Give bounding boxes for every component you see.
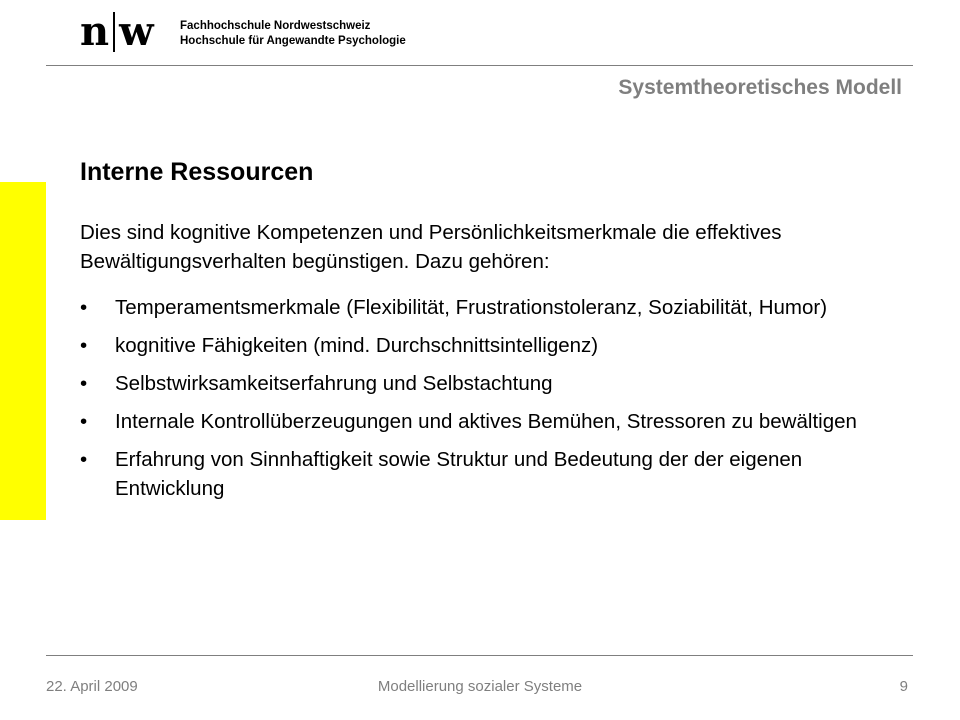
logo-letter-n: n (80, 8, 110, 55)
footer-date: 22. April 2009 (46, 678, 138, 695)
bullet-icon: • (80, 334, 88, 357)
bullet-text: Temperamentsmerkmale (Flexibilität, Frustrationstoleranz, Soziabilität, Humor) (115, 296, 828, 319)
bullet-text: kognitive Fähigkeiten (mind. Durchschnittsintelligenz) (115, 334, 599, 357)
bullet-icon: • (80, 296, 88, 319)
institution-line-1: Fachhochschule Nordwestschweiz (180, 20, 371, 32)
bullet-item (80, 331, 880, 360)
bullet-icon: • (80, 410, 88, 433)
bullet-item (80, 293, 880, 322)
institution-name (180, 19, 406, 49)
bullet-icon: • (80, 372, 88, 395)
institution-line-2: Hochschule für Angewandte Psychologie (180, 35, 406, 47)
logo-divider (113, 12, 115, 52)
bullet-item (80, 407, 880, 436)
logo-letter-w: w (119, 8, 154, 55)
page-number: 9 (899, 678, 908, 695)
header-divider (46, 65, 913, 66)
footer-divider (46, 655, 913, 656)
bullet-item (80, 369, 880, 398)
fhnw-logo (80, 8, 154, 56)
bullet-text: Selbstwirksamkeitserfahrung und Selbstachtung (115, 372, 553, 395)
intro-paragraph: Dies sind kognitive Kompetenzen und Persönlichkeitsmerkmale die effektives Bewältigungsverhalten begünstigen. Dazu gehören: (80, 221, 782, 273)
bullet-text: Erfahrung von Sinnhaftigkeit sowie Struktur und Bedeutung der der eigenen Entwicklung (115, 448, 803, 500)
bullet-icon: • (80, 448, 88, 471)
accent-bar (0, 182, 46, 520)
bullet-list (80, 293, 880, 512)
bullet-item (80, 445, 880, 503)
slide-heading: Interne Ressourcen (80, 158, 314, 186)
footer-title: Modellierung sozialer Systeme (377, 678, 583, 695)
section-title: Systemtheoretisches Modell (618, 76, 902, 99)
bullet-text: Internale Kontrollüberzeugungen und aktives Bemühen, Stressoren zu bewältigen (115, 410, 857, 433)
